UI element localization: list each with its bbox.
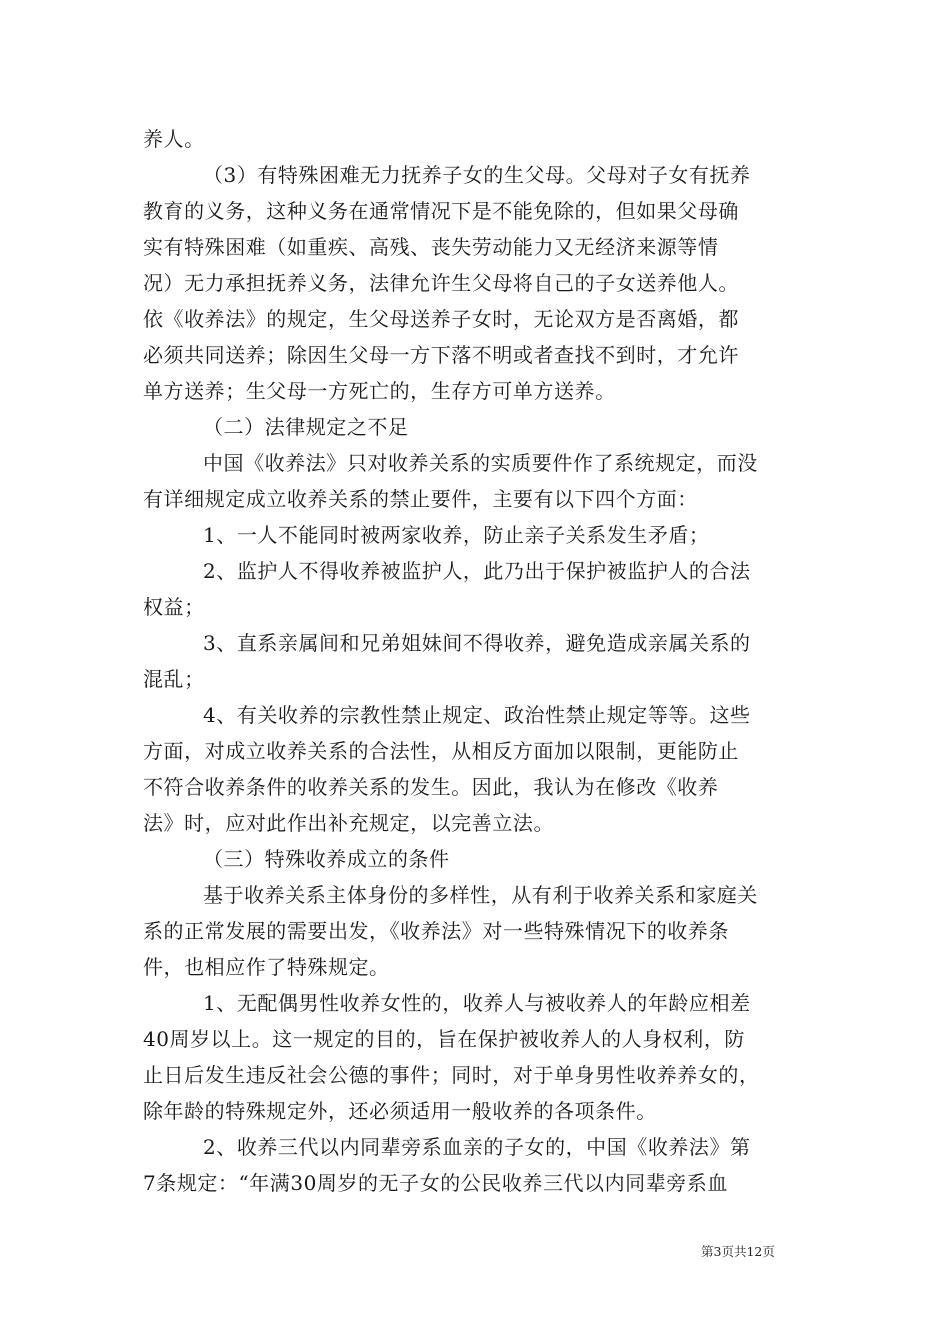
section-heading: （三）特殊收养成立的条件 (203, 847, 450, 871)
text-line: 单方送养；生父母一方死亡的，生存方可单方送养。 (143, 379, 616, 403)
text-line: 权益； (143, 595, 205, 619)
text-line: 况）无力承担抚养义务，法律允许生父母将自己的子女送养他人。 (143, 271, 739, 295)
text-line: 1、一人不能同时被两家收养，防止亲子关系发生矛盾； (203, 523, 710, 547)
text-line: 实有特殊困难（如重疾、高残、丧失劳动能力又无经济来源等情 (143, 235, 719, 259)
text-line: 3、直系亲属间和兄弟姐妹间不得收养，避免造成亲属关系的 (203, 631, 751, 655)
section-heading: （二）法律规定之不足 (203, 415, 409, 439)
text-line: 依《收养法》的规定，生父母送养子女时，无论双方是否离婚，都 (143, 307, 739, 331)
page-number: 第3页共12页 (701, 1244, 775, 1259)
text-line: 教育的义务，这种义务在通常情况下是不能免除的，但如果父母确 (143, 199, 739, 223)
text-line: 养人。 (143, 127, 205, 151)
text-line: 混乱； (143, 667, 205, 691)
text-line: 中国《收养法》只对收养关系的实质要件作了系统规定，而没 (203, 451, 758, 475)
text-line: 除年龄的特殊规定外，还必须适用一般收养的各项条件。 (143, 1099, 657, 1123)
text-line: 方面，对成立收养关系的合法性，从相反方面加以限制，更能防止 (143, 739, 739, 763)
text-line: 2、监护人不得收养被监护人，此乃出于保护被监护人的合法 (203, 559, 751, 583)
text-line: 止日后发生违反社会公德的事件；同时，对于单身男性收养养女的， (143, 1063, 760, 1087)
text-line: 2、收养三代以内同辈旁系血亲的子女的，中国《收养法》第 (203, 1135, 751, 1159)
text-line: 有详细规定成立收养关系的禁止要件，主要有以下四个方面： (143, 487, 698, 511)
text-line: 4、有关收养的宗教性禁止规定、政治性禁止规定等等。这些 (203, 703, 751, 727)
text-line: 法》时，应对此作出补充规定，以完善立法。 (143, 811, 554, 835)
text-line: 必须共同送养；除因生父母一方下落不明或者查找不到时，才允许 (143, 343, 739, 367)
text-line: 件，也相应作了特殊规定。 (143, 955, 390, 979)
text-line: 1、无配偶男性收养女性的，收养人与被收养人的年龄应相差 (203, 991, 751, 1015)
text-line: 基于收养关系主体身份的多样性，从有利于收养关系和家庭关 (203, 883, 758, 907)
text-line: 7条规定：“年满30周岁的无子女的公民收养三代以内同辈旁系血 (143, 1171, 728, 1195)
text-line: 系的正常发展的需要出发，《收养法》对一些特殊情况下的收养条 (143, 919, 729, 943)
text-line: （3）有特殊困难无力抚养子女的生父母。父母对子女有抚养 (203, 163, 751, 187)
text-line: 40周岁以上。这一规定的目的，旨在保护被收养人的人身权利，防 (143, 1027, 745, 1051)
text-line: 不符合收养条件的收养关系的发生。因此，我认为在修改《收养 (143, 775, 719, 799)
